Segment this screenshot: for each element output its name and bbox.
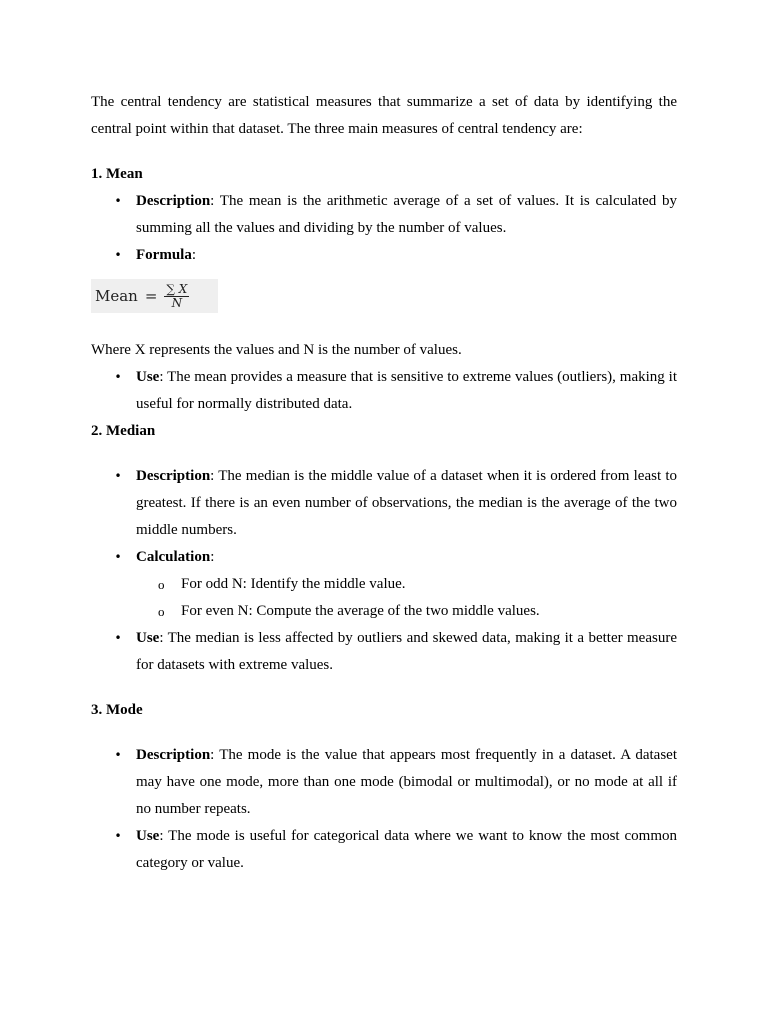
bullet-icon: • xyxy=(114,248,122,262)
mode-bullet-list xyxy=(91,742,677,877)
list-item xyxy=(91,188,677,242)
sub-list-item xyxy=(136,598,677,625)
formula-fraction xyxy=(164,283,189,310)
formula-lhs: Mean xyxy=(95,287,138,305)
use-label: Use xyxy=(136,369,160,385)
use-text: : The mode is useful for categorical data where we want to know the most common category or value. xyxy=(136,828,677,871)
formula-equals: = xyxy=(144,287,158,305)
list-item xyxy=(91,742,677,823)
bullet-icon: • xyxy=(114,550,122,564)
description-label: Description xyxy=(136,468,211,484)
median-bullet-list xyxy=(91,463,677,679)
formula-label: Formula xyxy=(136,247,192,263)
description-label: Description xyxy=(136,193,211,209)
circle-bullet-icon: o xyxy=(158,577,165,592)
sub-item-text: For even N: Compute the average of the two middle values. xyxy=(181,603,540,619)
intro-paragraph: The central tendency are statistical measures that summarize a set of data by identifying the central point within that dataset. The three main measures of central tendency are: xyxy=(91,94,677,137)
circle-bullet-icon: o xyxy=(158,604,165,619)
bullet-icon: • xyxy=(114,748,122,762)
mean-formula-image xyxy=(91,279,218,313)
calculation-sub-list xyxy=(136,571,677,625)
median-heading: 2. Median xyxy=(91,423,156,439)
list-item xyxy=(91,242,677,269)
bullet-icon: • xyxy=(114,194,122,208)
bullet-icon: • xyxy=(114,469,122,483)
mean-use-list xyxy=(91,364,677,418)
mean-heading: 1. Mean xyxy=(91,166,143,182)
list-item xyxy=(91,823,677,877)
description-text: : The median is the middle value of a dataset when it is ordered from least to greatest. If there is an even number of observations, the median is the average of the two middle numbers. xyxy=(136,468,677,538)
calculation-suffix: : xyxy=(210,549,215,565)
bullet-icon: • xyxy=(114,829,122,843)
bullet-icon: • xyxy=(114,370,122,384)
use-label: Use xyxy=(136,828,160,844)
mean-where-text: Where X represents the values and N is the number of values. xyxy=(91,342,462,358)
use-text: : The mean provides a measure that is sensitive to extreme values (outliers), making it useful for normally distributed data. xyxy=(136,369,677,412)
formula-suffix: : xyxy=(191,247,196,263)
mean-bullet-list xyxy=(91,188,677,269)
document-body xyxy=(91,89,677,877)
use-label: Use xyxy=(136,630,160,646)
use-text: : The median is less affected by outliers and skewed data, making it a better measure for datasets with extreme values. xyxy=(136,630,677,673)
formula-denominator: N xyxy=(171,295,183,310)
formula-numerator: ∑ X xyxy=(166,281,188,296)
list-item xyxy=(91,544,677,625)
mode-heading: 3. Mode xyxy=(91,702,143,718)
sub-item-text: For odd N: Identify the middle value. xyxy=(181,576,406,592)
list-item xyxy=(91,364,677,418)
calculation-label: Calculation xyxy=(136,549,211,565)
bullet-icon: • xyxy=(114,631,122,645)
description-text: : The mean is the arithmetic average of a set of values. It is calculated by summing all the values and dividing by the number of values. xyxy=(136,193,677,236)
list-item xyxy=(91,625,677,679)
description-label: Description xyxy=(136,747,211,763)
description-text: : The mode is the value that appears most frequently in a dataset. A dataset may have one mode, more than one mode (bimodal or multimodal), or no mode at all if no number repeats. xyxy=(136,747,677,817)
sub-list-item xyxy=(136,571,677,598)
list-item xyxy=(91,463,677,544)
